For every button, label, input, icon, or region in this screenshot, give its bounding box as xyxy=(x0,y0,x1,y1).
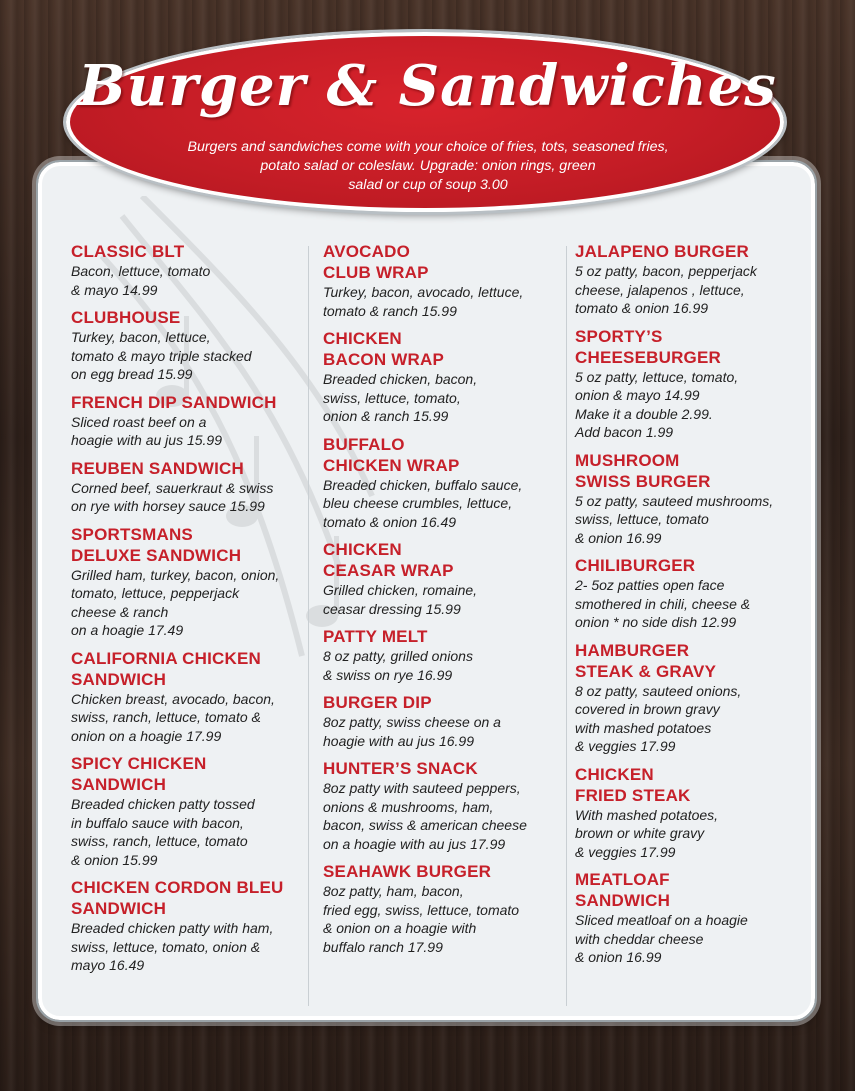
item-name: CALIFORNIA CHICKEN SANDWICH xyxy=(71,648,261,689)
page-title: Burger & Sandwiches xyxy=(78,53,777,119)
item-description: Sliced meatloaf on a hoagie with cheddar cheese & onion 16.99 xyxy=(575,912,748,965)
menu-item xyxy=(575,640,810,756)
item-name: CHICKEN CORDON BLEU SANDWICH xyxy=(71,878,284,918)
menu-item xyxy=(71,648,306,746)
item-name: SPICY CHICKEN SANDWICH xyxy=(71,754,207,794)
menu-item xyxy=(323,626,558,684)
item-description: 5 oz patty, sauteed mushrooms, swiss, lettuce, tomato & onion 16.99 xyxy=(575,492,774,546)
item-description: Corned beef, sauerkraut & swiss on rye with horsey sauce 15.99 xyxy=(71,479,274,514)
column-divider-2 xyxy=(566,246,567,1006)
menu-item xyxy=(71,877,306,975)
item-name: CHILIBURGER xyxy=(575,556,696,575)
item-description: 8oz patty, swiss cheese on a hoagie with au jus 16.99 xyxy=(323,714,501,749)
item-description: Sliced roast beef on a hoagie with au jus 15.99 xyxy=(71,413,222,448)
menu-column-3 xyxy=(575,241,810,975)
item-description: Turkey, bacon, avocado, lettuce, tomato & ranch 15.99 xyxy=(323,284,524,319)
item-name: AVOCADO CLUB WRAP xyxy=(323,242,429,282)
menu-item xyxy=(71,458,306,516)
menu-column-1 xyxy=(71,241,306,983)
item-name: CHICKEN CEASAR WRAP xyxy=(323,540,454,580)
item-description: 5 oz patty, bacon, pepperjack cheese, jalapenos , lettuce, tomato & onion 16.99 xyxy=(575,263,757,316)
menu-item xyxy=(323,758,558,853)
item-description: Grilled ham, turkey, bacon, onion, tomato, lettuce, pepperjack cheese & ranch on a hoagie 17.49 xyxy=(71,566,280,638)
item-name: SPORTY’S CHEESEBURGER xyxy=(575,326,721,367)
menu-item xyxy=(71,524,306,640)
menu-item xyxy=(323,539,558,618)
item-description: 8 oz patty, sauteed onions, covered in brown gravy with mashed potatoes & veggies 17.99 xyxy=(575,682,742,754)
menu-item xyxy=(323,861,558,956)
item-name: MUSHROOM SWISS BURGER xyxy=(575,450,711,491)
menu-item xyxy=(71,753,306,869)
item-description: 2- 5oz patties open face smothered in chili, cheese & onion * no side dish 12.99 xyxy=(575,577,751,630)
sides-note: Burgers and sandwiches come with your choice of fries, tots, seasoned fries, potato salad or coleslaw. Upgrade: onion rings, green salad or cup of soup 3.00 xyxy=(187,139,669,193)
item-description: Grilled chicken, romaine, ceasar dressing 15.99 xyxy=(323,582,478,617)
column-divider-1 xyxy=(308,246,309,1006)
item-name: CLUBHOUSE xyxy=(71,308,181,327)
item-name: MEATLOAF SANDWICH xyxy=(575,870,671,910)
item-name: CHICKEN BACON WRAP xyxy=(323,329,444,369)
menu-item xyxy=(575,764,810,862)
item-description: With mashed potatoes, brown or white gravy & veggies 17.99 xyxy=(575,806,719,860)
menu-item xyxy=(323,692,558,750)
menu-column-2 xyxy=(323,241,558,964)
item-name: FRENCH DIP SANDWICH xyxy=(71,392,277,412)
menu-item xyxy=(575,869,810,967)
item-description: Breaded chicken patty with ham, swiss, lettuce, tomato, onion & mayo 16.49 xyxy=(71,920,274,973)
item-name: REUBEN SANDWICH xyxy=(71,458,244,478)
item-description: 5 oz patty, lettuce, tomato, onion & mayo 14.99 Make it a double 2.99. Add bacon 1.99 xyxy=(575,368,739,440)
item-name: HUNTER’S SNACK xyxy=(323,759,478,778)
menu-item xyxy=(575,555,810,632)
item-name: CHICKEN FRIED STEAK xyxy=(575,764,691,805)
menu-item xyxy=(71,392,306,450)
item-description: Breaded chicken, bacon, swiss, lettuce, tomato, onion & ranch 15.99 xyxy=(323,371,478,424)
menu-item xyxy=(71,307,306,384)
item-description: Breaded chicken patty tossed in buffalo sauce with bacon, swiss, ranch, lettuce, tomato & onion 15.99 xyxy=(71,796,255,868)
item-name: SPORTSMANS DELUXE SANDWICH xyxy=(71,524,242,565)
menu-item xyxy=(71,241,306,299)
item-description: Bacon, lettuce, tomato & mayo 14.99 xyxy=(71,263,211,298)
menu-item xyxy=(575,241,810,318)
item-description: 8oz patty, ham, bacon, fried egg, swiss, lettuce, tomato & onion on a hoagie with buffalo ranch 17.99 xyxy=(323,883,520,955)
item-description: 8 oz patty, grilled onions & swiss on rye 16.99 xyxy=(323,648,473,683)
menu-item xyxy=(323,241,558,320)
item-name: BUFFALO CHICKEN WRAP xyxy=(323,434,460,475)
item-name: PATTY MELT xyxy=(323,627,428,646)
item-description: Breaded chicken, buffalo sauce, bleu cheese crumbles, lettuce, tomato & onion 16.49 xyxy=(323,476,523,530)
item-name: JALAPENO BURGER xyxy=(575,242,749,261)
item-name: CLASSIC BLT xyxy=(71,242,185,261)
menu-item xyxy=(323,434,558,532)
menu-item xyxy=(575,326,810,442)
item-description: 8oz patty with sauteed peppers, onions & mushrooms, ham, bacon, swiss & american cheese on a hoagie with au jus 17.99 xyxy=(323,780,527,852)
item-name: BURGER DIP xyxy=(323,693,432,712)
item-description: Turkey, bacon, lettuce, tomato & mayo triple stacked on egg bread 15.99 xyxy=(71,329,252,382)
menu-item xyxy=(323,328,558,426)
item-description: Chicken breast, avocado, bacon, swiss, ranch, lettuce, tomato & onion on a hoagie 17.99 xyxy=(71,690,275,744)
item-name: HAMBURGER STEAK & GRAVY xyxy=(575,640,717,681)
item-name: SEAHAWK BURGER xyxy=(323,862,492,881)
menu-item xyxy=(575,450,810,548)
